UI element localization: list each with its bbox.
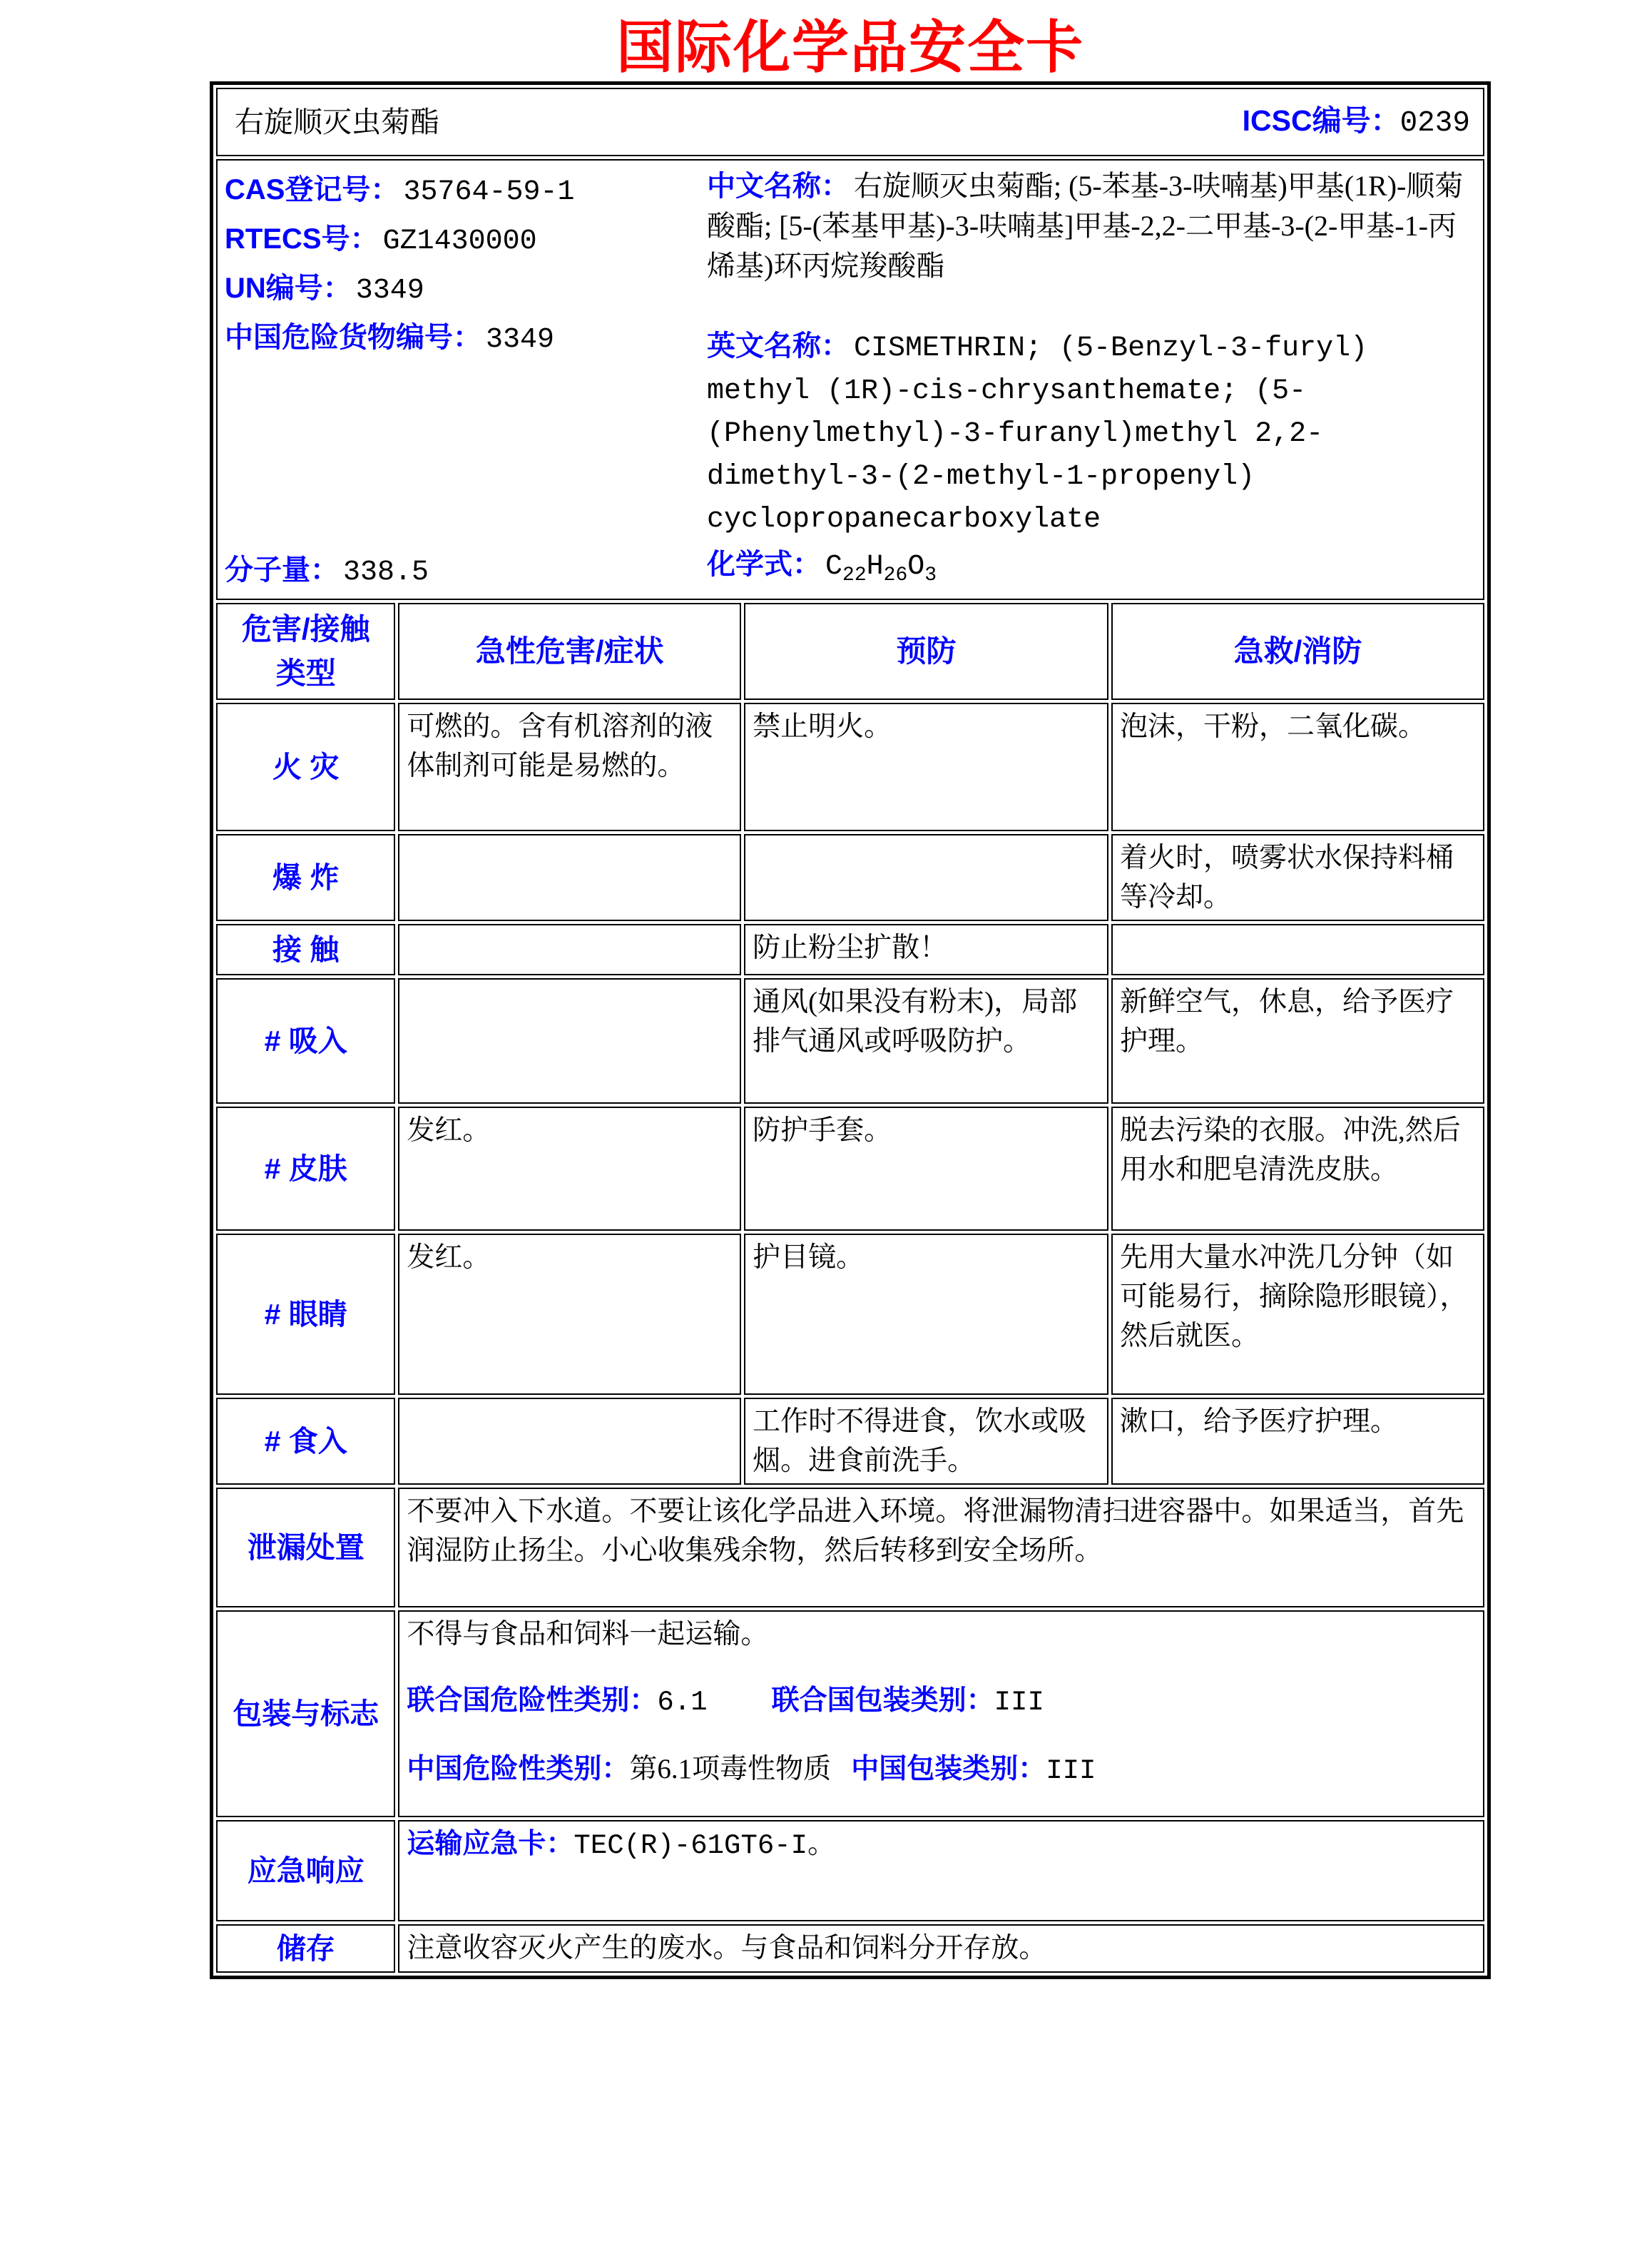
page-title: 国际化学品安全卡 <box>616 17 1084 80</box>
cas-number-label: CAS登记号： <box>225 174 399 205</box>
registry-numbers-block <box>225 163 707 596</box>
inhalation-prevention: 通风(如果没有粉末)，局部排气通风或呼吸防护。 <box>744 978 1108 1104</box>
fire-prevention: 禁止明火。 <box>744 703 1108 831</box>
chinese-name-para <box>707 166 1476 286</box>
hazard-type-exposure: 接 触 <box>216 924 395 975</box>
packaging-row <box>216 1610 1484 1817</box>
formula-value: $C_{22}H_{26}O_3$ <box>825 551 937 586</box>
hazard-type-eyes: # 眼睛 <box>216 1234 395 1395</box>
fire-symptoms: 可燃的。含有机溶剂的液体制剂可能是易燃的。 <box>398 703 741 831</box>
inhalation-symptoms <box>398 978 741 1104</box>
un-hazard-class-label: 联合国危险性类别： <box>407 1685 658 1716</box>
ingestion-response: 漱口，给予医疗护理。 <box>1111 1398 1484 1485</box>
un-number-line <box>225 265 707 314</box>
explosion-symptoms <box>398 834 741 921</box>
tremcard-label: 运输应急卡： <box>407 1829 574 1859</box>
hazard-row-ingestion <box>216 1398 1484 1485</box>
icsc-number-value: 0239 <box>1399 106 1470 140</box>
exposure-response <box>1111 924 1484 975</box>
cn-dangerous-goods-line <box>225 314 707 363</box>
english-name-para <box>707 326 1476 540</box>
hazard-type-inhalation: # 吸入 <box>216 978 395 1104</box>
emergency-content <box>398 1820 1484 1921</box>
spillage-label: 泄漏处置 <box>216 1488 395 1607</box>
hazard-header-row <box>216 603 1484 700</box>
spillage-text: 不要冲入下水道。不要让该化学品进入环境。将泄漏物清扫进容器中。如果适当，首先润湿防止扬尘。小心收集残余物，然后转移到安全场所。 <box>398 1488 1484 1607</box>
cn-hazard-class-label: 中国危险性类别： <box>407 1754 630 1784</box>
english-name-label: 英文名称： <box>707 330 850 362</box>
substance-name: 右旋顺灭虫菊酯 <box>235 105 439 138</box>
hazard-row-skin <box>216 1107 1484 1231</box>
skin-symptoms: 发红。 <box>398 1107 741 1231</box>
storage-text: 注意收容灭火产生的废水。与食品和饲料分开存放。 <box>398 1924 1484 1973</box>
chinese-name-value: 右旋顺灭虫菊酯; (5-苯基-3-呋喃基)甲基(1R)-顺菊酸酯; [5-(苯基甲基)-3-呋喃基]甲基-2,2-二甲基-3-(2-甲基-1-丙烯基)环丙烷羧酸酯 <box>707 170 1464 282</box>
hazard-type-fire: 火 灾 <box>216 703 395 831</box>
hazard-type-explosion: 爆 炸 <box>216 834 395 921</box>
ingestion-prevention: 工作时不得进食，饮水或吸烟。进食前洗手。 <box>744 1398 1108 1485</box>
fire-response: 泡沫，干粉，二氧化碳。 <box>1111 703 1484 831</box>
packaging-content <box>398 1610 1484 1817</box>
exposure-prevention: 防止粉尘扩散！ <box>744 924 1108 975</box>
identification-cell <box>216 159 1484 600</box>
un-pack-group-value: III <box>994 1687 1044 1718</box>
rtecs-number-label: RTECS号： <box>225 223 379 255</box>
hazard-row-inhalation <box>216 978 1484 1104</box>
skin-response: 脱去污染的衣服。冲洗,然后用水和肥皂清洗皮肤。 <box>1111 1107 1484 1231</box>
icsc-card-table <box>210 81 1491 1979</box>
un-number-value: 3349 <box>355 275 424 307</box>
formula-label: 化学式： <box>707 549 821 580</box>
tremcard-value: TEC(R)-61GT6-I。 <box>573 1830 836 1861</box>
molecular-weight-line <box>225 547 707 596</box>
rtecs-number-value: GZ1430000 <box>382 225 537 258</box>
icsc-number-label: ICSC编号： <box>1242 103 1400 137</box>
storage-label: 储存 <box>216 1924 395 1973</box>
hazard-type-ingestion: # 食入 <box>216 1398 395 1485</box>
cn-dangerous-goods-label: 中国危险货物编号： <box>225 322 481 353</box>
molecular-weight-label: 分子量： <box>225 554 339 586</box>
identification-row <box>216 159 1484 600</box>
molecular-weight-value: 338.5 <box>343 557 429 589</box>
storage-row <box>216 1924 1484 1973</box>
hazard-header-type: 危害/接触 类型 <box>216 603 395 700</box>
rtecs-number-line <box>225 215 707 265</box>
eyes-prevention: 护目镜。 <box>744 1234 1108 1395</box>
hazard-type-skin: # 皮肤 <box>216 1107 395 1231</box>
un-classification-line <box>407 1681 1476 1722</box>
icsc-number-group <box>1243 101 1470 143</box>
cn-hazard-class-value: 第6.1项毒性物质 <box>629 1754 832 1784</box>
english-name-value: CISMETHRIN; (5-Benzyl-3-furyl) methyl (1R)-cis-chrysanthemate; (5-(Phenylmethyl)-3-furanyl)methyl 2,2-dimethyl-3-(2-methyl-1-propenyl) cyclopropanecarboxylate <box>707 332 1368 536</box>
formula-para <box>707 544 1476 596</box>
cn-classification-line <box>407 1749 1476 1791</box>
eyes-response: 先用大量水冲洗几分钟（如可能易行，摘除隐形眼镜），然后就医。 <box>1111 1234 1484 1395</box>
card-header-cell <box>216 88 1484 156</box>
names-block <box>707 163 1476 596</box>
spillage-row <box>216 1488 1484 1607</box>
cas-number-value: 35764-59-1 <box>403 176 575 208</box>
hazard-row-exposure <box>216 924 1484 975</box>
hazard-row-fire <box>216 703 1484 831</box>
hazard-header-firstaid: 急救/消防 <box>1111 603 1484 700</box>
cas-number-line <box>225 166 707 215</box>
cn-pack-group-label: 中国包装类别： <box>851 1754 1046 1784</box>
emergency-label: 应急响应 <box>216 1820 395 1921</box>
emergency-row <box>216 1820 1484 1921</box>
skin-prevention: 防护手套。 <box>744 1107 1108 1231</box>
hazard-row-explosion <box>216 834 1484 921</box>
card-header-row <box>216 88 1484 156</box>
hazard-row-eyes <box>216 1234 1484 1395</box>
chinese-name-label: 中文名称： <box>707 171 850 202</box>
ingestion-symptoms <box>398 1398 741 1485</box>
exposure-symptoms <box>398 924 741 975</box>
explosion-prevention <box>744 834 1108 921</box>
eyes-symptoms: 发红。 <box>398 1234 741 1395</box>
packaging-label: 包装与标志 <box>216 1610 395 1817</box>
hazard-header-symptoms: 急性危害/症状 <box>398 603 741 700</box>
un-number-label: UN编号： <box>225 273 352 304</box>
un-pack-group-label: 联合国包装类别： <box>771 1685 994 1716</box>
cn-pack-group-value: III <box>1046 1755 1096 1787</box>
packaging-transport-note: 不得与食品和饲料一起运输。 <box>407 1619 769 1650</box>
hazard-header-prevention: 预防 <box>744 603 1108 700</box>
cn-dangerous-goods-value: 3349 <box>486 324 555 356</box>
un-hazard-class-value: 6.1 <box>657 1687 708 1718</box>
inhalation-response: 新鲜空气，休息，给予医疗护理。 <box>1111 978 1484 1104</box>
explosion-response: 着火时，喷雾状水保持料桶等冷却。 <box>1111 834 1484 921</box>
